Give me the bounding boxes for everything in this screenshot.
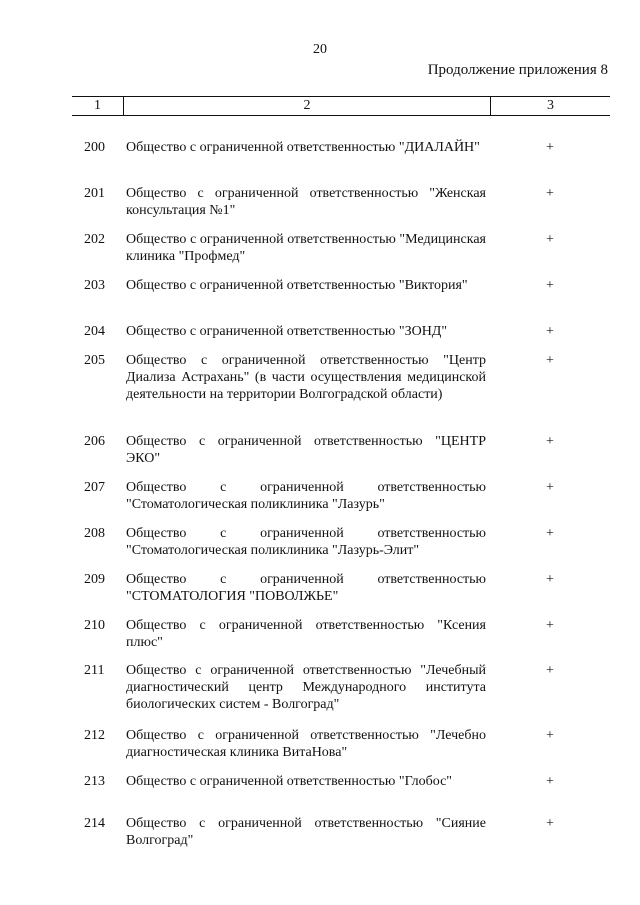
organization-name: Общество с ограниченной ответственностью "Центр Диализа Астрахань" (в части осуществления медицинской деятельности на территории Волгоградской области) [126,353,486,402]
row-mark: + [546,353,554,368]
row-mark: + [546,140,554,155]
organization-name: Общество с ограниченной ответственностью "ЦЕНТР ЭКО" [126,434,486,466]
row-number: 213 [84,774,105,789]
row-mark: + [546,434,554,449]
organization-name: Общество с ограниченной ответственностью "ДИАЛАЙН" [126,140,480,155]
header-col-2: 2 [124,97,491,115]
row-number: 214 [84,816,105,831]
row-number: 208 [84,526,105,541]
page-number: 20 [313,42,327,57]
organization-name: Общество с ограниченной ответственностью "Стоматологическая поликлиника "Лазурь-Элит" [126,526,486,558]
row-mark: + [546,232,554,247]
row-mark: + [546,480,554,495]
row-number: 200 [84,140,105,155]
organization-name: Общество с ограниченной ответственностью "Женская консультация №1" [126,186,486,218]
row-number: 209 [84,572,105,587]
row-mark: + [546,186,554,201]
header-col-1: 1 [72,97,124,115]
row-number: 203 [84,278,105,293]
row-mark: + [546,278,554,293]
row-mark: + [546,572,554,587]
row-mark: + [546,526,554,541]
row-mark: + [546,774,554,789]
organization-name: Общество с ограниченной ответственностью "Лечебно диагностическая клиника ВитаНова" [126,728,486,760]
organization-name: Общество с ограниченной ответственностью "Стоматологическая поликлиника "Лазурь" [126,480,486,512]
organization-name: Общество с ограниченной ответственностью "Ксения плюс" [126,618,486,650]
organization-name: Общество с ограниченной ответственностью "Сияние Волгоград" [126,816,486,848]
row-number: 202 [84,232,105,247]
row-number: 206 [84,434,105,449]
row-number: 201 [84,186,105,201]
row-number: 210 [84,618,105,633]
row-mark: + [546,324,554,339]
row-mark: + [546,618,554,633]
organization-name: Общество с ограниченной ответственностью "Медицинская клиника "Профмед" [126,232,486,264]
organization-name: Общество с ограниченной ответственностью "Глобос" [126,774,452,789]
table-header [72,96,610,116]
row-mark: + [546,728,554,743]
row-number: 211 [84,663,105,678]
appendix-caption: Продолжение приложения 8 [427,62,608,78]
row-number: 204 [84,324,105,339]
organization-name: Общество с ограниченной ответственностью "Лечебный диагностический центр Международного института биологических систем - Волгоград" [126,663,486,712]
row-mark: + [546,663,554,678]
row-number: 207 [84,480,105,495]
organization-name: Общество с ограниченной ответственностью "Виктория" [126,278,468,293]
header-col-3: 3 [547,98,554,113]
row-number: 212 [84,728,105,743]
row-mark: + [546,816,554,831]
organization-name: Общество с ограниченной ответственностью "СТОМАТОЛОГИЯ "ПОВОЛЖЬЕ" [126,572,486,604]
organization-name: Общество с ограниченной ответственностью "ЗОНД" [126,324,448,339]
row-number: 205 [84,353,105,368]
